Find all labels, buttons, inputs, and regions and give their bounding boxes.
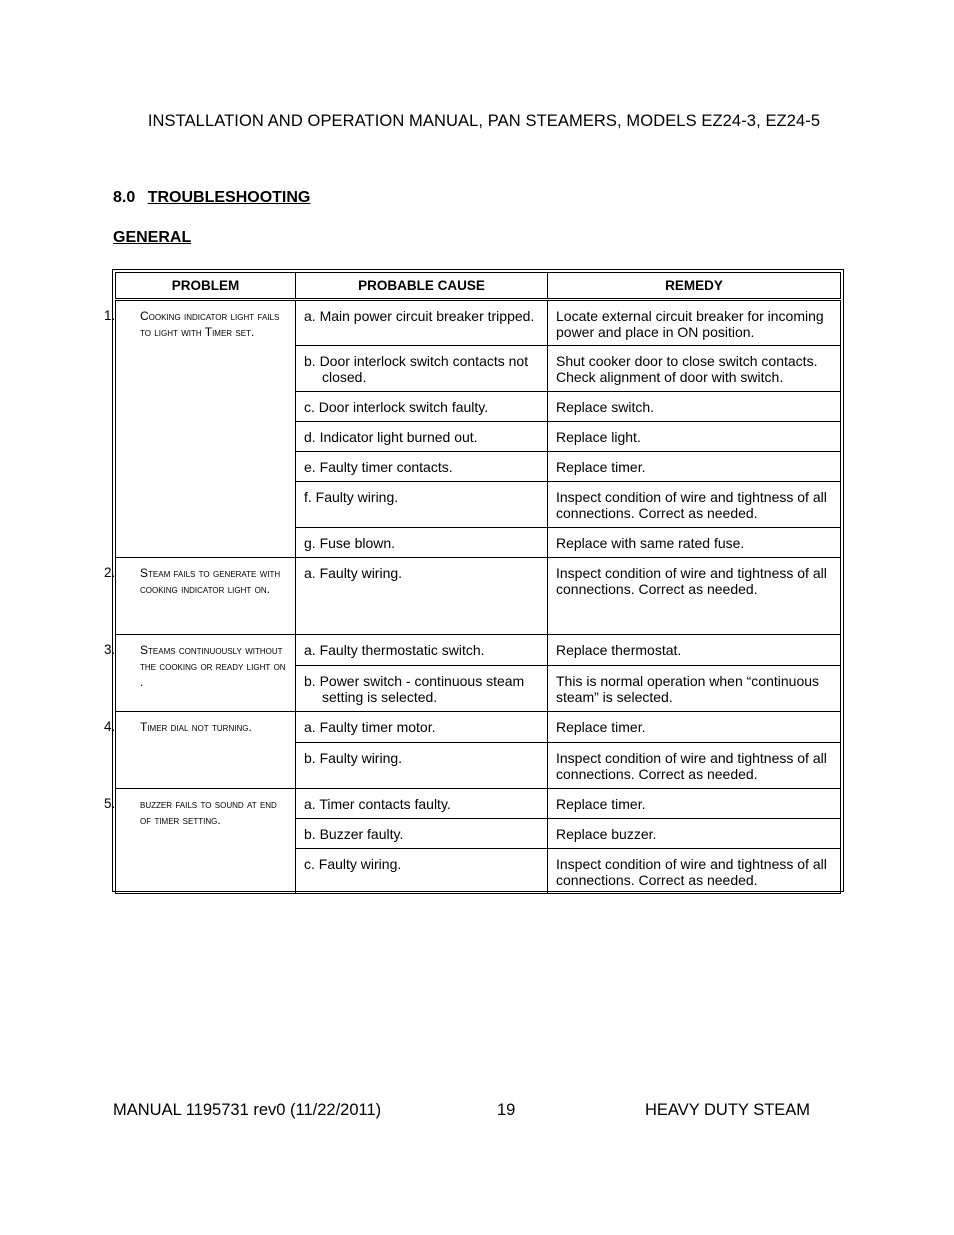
problem-cell xyxy=(104,558,296,635)
cause-cell xyxy=(296,849,548,894)
cause-text: a. Timer contacts faulty. xyxy=(304,796,451,812)
remedy-text: Replace timer. xyxy=(556,719,646,735)
cause-cell xyxy=(296,743,548,789)
problem-cell xyxy=(104,300,296,558)
cause-cell xyxy=(296,346,548,392)
remedy-cell xyxy=(548,712,841,743)
cause-cell xyxy=(296,819,548,849)
problem-number: 5. xyxy=(104,796,116,811)
remedy-text: Inspect condition of wire and tightness of all connections. Correct as needed. xyxy=(556,750,827,782)
cause-text: c. Faulty wiring. xyxy=(304,856,402,872)
problem-number: 1. xyxy=(104,308,116,323)
remedy-text: Replace timer. xyxy=(556,796,646,812)
section-heading xyxy=(113,189,310,207)
cause-cell xyxy=(296,422,548,452)
section-number: 8.0 xyxy=(113,189,136,206)
problem-cell xyxy=(104,789,296,894)
problem-text: Steam fails to generate with cooking indicator light on. xyxy=(140,566,281,596)
cause-text: f. Faulty wiring. xyxy=(304,489,399,505)
cause-text: a. Faulty timer motor. xyxy=(304,719,436,735)
cause-text: b. Door interlock switch contacts not closed. xyxy=(304,353,529,385)
cause-text: b. Power switch - continuous steam setting is selected. xyxy=(304,673,525,705)
troubleshooting-table-frame xyxy=(104,269,844,892)
problem-text: Cooking indicator light fails to light with Timer set. xyxy=(140,309,280,339)
cause-text: a. Faulty wiring. xyxy=(304,565,403,581)
remedy-cell xyxy=(548,819,841,849)
cause-text: e. Faulty timer contacts. xyxy=(304,459,453,475)
remedy-cell xyxy=(548,452,841,482)
remedy-cell xyxy=(548,849,841,894)
remedy-text: Inspect condition of wire and tightness of all connections. Correct as needed. xyxy=(556,856,827,888)
remedy-text: Replace with same rated fuse. xyxy=(556,535,745,551)
problem-text: Timer dial not turning. xyxy=(140,720,252,734)
cause-cell xyxy=(296,392,548,422)
remedy-text: Replace thermostat. xyxy=(556,642,682,658)
problem-cell xyxy=(104,712,296,789)
column-header-problem: PROBLEM xyxy=(116,273,296,300)
remedy-cell xyxy=(548,743,841,789)
cause-cell xyxy=(296,712,548,743)
cause-text: b. Faulty wiring. xyxy=(304,750,403,766)
cause-text: a. Main power circuit breaker tripped. xyxy=(304,308,535,324)
remedy-text: Replace timer. xyxy=(556,459,646,475)
remedy-text: Shut cooker door to close switch contacts. Check alignment of door with switch. xyxy=(556,353,818,385)
problem-cell xyxy=(104,635,296,712)
cause-text: a. Faulty thermostatic switch. xyxy=(304,642,485,658)
cause-cell xyxy=(296,635,548,666)
table-row xyxy=(116,789,841,819)
column-header-cause: PROBABLE CAUSE xyxy=(296,273,548,300)
cause-cell xyxy=(296,482,548,528)
remedy-cell xyxy=(548,422,841,452)
footer-brand: HEAVY DUTY STEAM xyxy=(645,1101,811,1119)
table-row xyxy=(116,558,841,635)
table-row xyxy=(116,300,841,346)
remedy-cell xyxy=(548,558,841,635)
problem-number: 4. xyxy=(104,719,116,734)
remedy-cell xyxy=(548,635,841,666)
cause-text: g. Fuse blown. xyxy=(304,535,396,551)
remedy-text: Inspect condition of wire and tightness of all connections. Correct as needed. xyxy=(556,565,827,597)
remedy-text: Locate external circuit breaker for incoming power and place in ON position. xyxy=(556,308,824,340)
cause-cell xyxy=(296,528,548,558)
remedy-text: Inspect condition of wire and tightness of all connections. Correct as needed. xyxy=(556,489,827,521)
table-row xyxy=(116,712,841,743)
remedy-text: This is normal operation when “continuous steam” is selected. xyxy=(556,673,820,705)
remedy-cell xyxy=(548,528,841,558)
remedy-cell xyxy=(548,482,841,528)
table-row xyxy=(116,635,841,666)
remedy-cell xyxy=(548,300,841,346)
cause-cell xyxy=(296,558,548,635)
cause-cell xyxy=(296,666,548,712)
cause-text: c. Door interlock switch faulty. xyxy=(304,399,489,415)
cause-cell xyxy=(296,300,548,346)
problem-number: 3. xyxy=(104,642,116,657)
footer-manual-id: MANUAL 1195731 rev0 (11/22/2011) xyxy=(113,1101,382,1119)
footer-page-number: 19 xyxy=(497,1101,516,1119)
remedy-text: Replace buzzer. xyxy=(556,826,657,842)
remedy-cell xyxy=(548,789,841,819)
remedy-text: Replace switch. xyxy=(556,399,655,415)
cause-text: b. Buzzer faulty. xyxy=(304,826,404,842)
column-header-remedy: REMEDY xyxy=(548,273,841,300)
problem-text: Steams continuously without the cooking or ready light on . xyxy=(140,643,286,689)
table-body xyxy=(104,300,841,894)
cause-cell xyxy=(296,789,548,819)
cause-text: d. Indicator light burned out. xyxy=(304,429,478,445)
remedy-text: Replace light. xyxy=(556,429,641,445)
section-title: TROUBLESHOOTING xyxy=(147,189,311,206)
page-header: INSTALLATION AND OPERATION MANUAL, PAN STEAMERS, MODELS EZ24-3, EZ24-5 xyxy=(147,112,821,130)
remedy-cell xyxy=(548,346,841,392)
problem-number: 2. xyxy=(104,565,116,580)
table-header-row xyxy=(116,273,841,300)
problem-text: buzzer fails to sound at end of timer setting. xyxy=(140,797,277,827)
subsection-title: GENERAL xyxy=(113,229,192,246)
remedy-cell xyxy=(548,666,841,712)
troubleshooting-table xyxy=(104,272,841,894)
remedy-cell xyxy=(548,392,841,422)
cause-cell xyxy=(296,452,548,482)
